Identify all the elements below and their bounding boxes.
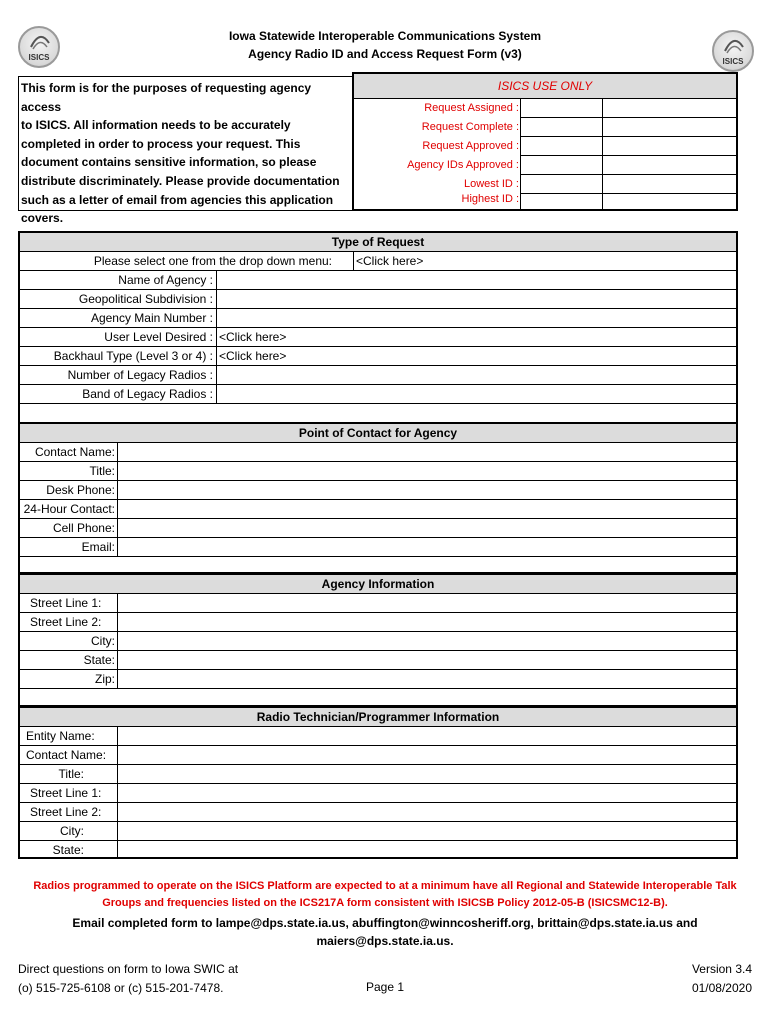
isics-row-label: Lowest ID : bbox=[463, 178, 519, 190]
field-label: Number of Legacy Radios : bbox=[67, 368, 213, 382]
desk-phone-field[interactable] bbox=[117, 481, 736, 499]
title-field[interactable] bbox=[117, 462, 736, 480]
field-label: 24-Hour Contact: bbox=[23, 502, 115, 516]
form-row bbox=[20, 347, 736, 366]
field-label: Street Line 2: bbox=[30, 615, 102, 629]
isics-row-label: Request Assigned : bbox=[424, 102, 519, 114]
isics-row bbox=[354, 156, 736, 175]
form-row bbox=[20, 462, 736, 481]
request-type-row bbox=[20, 252, 736, 271]
intro-line: such as a letter of email from agencies this application bbox=[21, 192, 334, 207]
form-row bbox=[20, 746, 736, 765]
section-heading: Point of Contact for Agency bbox=[20, 424, 736, 443]
field-label: Entity Name: bbox=[26, 729, 95, 743]
isics-row bbox=[354, 118, 736, 137]
form-row bbox=[20, 366, 736, 385]
page-number: Page 1 bbox=[366, 980, 405, 994]
field-label: User Level Desired : bbox=[104, 330, 213, 344]
field-label: Band of Legacy Radios : bbox=[82, 387, 213, 401]
contact-name-field[interactable] bbox=[117, 443, 736, 461]
isics-row-label: Request Complete : bbox=[421, 121, 519, 133]
logo-text: ISICS bbox=[722, 57, 744, 66]
form-row bbox=[20, 651, 736, 670]
form-row bbox=[20, 309, 736, 328]
form-row bbox=[20, 443, 736, 462]
isics-row bbox=[354, 190, 736, 209]
isics-use-only-heading: ISICS USE ONLY bbox=[354, 74, 736, 99]
form-row bbox=[20, 594, 736, 613]
type-of-request-section bbox=[18, 231, 738, 424]
form-row bbox=[20, 519, 736, 538]
field-label: Email: bbox=[81, 540, 115, 554]
isics-row bbox=[354, 137, 736, 156]
form-row bbox=[20, 290, 736, 309]
logo-text: ISICS bbox=[28, 53, 50, 62]
email-instructions-line2: maiers@dps.state.ia.us. bbox=[316, 934, 454, 948]
field-label: Street Line 2: bbox=[30, 805, 102, 819]
isics-row-field[interactable] bbox=[520, 137, 603, 156]
geopolitical-subdivision-field[interactable] bbox=[216, 290, 736, 308]
isics-row-field[interactable] bbox=[603, 118, 736, 137]
field-label: Title: bbox=[58, 767, 84, 781]
section-heading: Type of Request bbox=[20, 233, 736, 252]
email-instructions-line1: Email completed form to lampe@dps.state.ia.us, abuffington@winncosheriff.org, brittain@dps.state.ia.us and bbox=[72, 916, 698, 930]
version-date: 01/08/2020 bbox=[691, 981, 752, 995]
form-row bbox=[20, 765, 736, 784]
field-label: State: bbox=[52, 843, 84, 857]
field-label: Contact Name: bbox=[26, 748, 107, 762]
form-row bbox=[20, 271, 736, 290]
field-label: Geopolitical Subdivision : bbox=[78, 292, 213, 306]
entity-name-field[interactable] bbox=[117, 727, 736, 745]
agency-name-field[interactable] bbox=[216, 271, 736, 289]
field-label: Name of Agency : bbox=[118, 273, 213, 287]
title-field[interactable] bbox=[117, 765, 736, 783]
isics-row-field[interactable] bbox=[603, 156, 736, 175]
field-label: Street Line 1: bbox=[30, 596, 102, 610]
form-row bbox=[20, 727, 736, 746]
user-level-dropdown[interactable]: <Click here> bbox=[216, 328, 736, 346]
city-field[interactable] bbox=[117, 822, 736, 840]
field-label: Agency Main Number : bbox=[90, 311, 213, 325]
isics-row-label: Highest ID : bbox=[461, 193, 519, 205]
form-row bbox=[20, 613, 736, 632]
isics-row-field[interactable] bbox=[520, 118, 603, 137]
section-heading: Agency Information bbox=[20, 575, 736, 594]
form-title-line2: Agency Radio ID and Access Request Form (v3) bbox=[248, 47, 522, 61]
zip-field[interactable] bbox=[117, 670, 736, 688]
intro-line: completed in order to process your request. This bbox=[21, 136, 301, 151]
isics-row-label: Request Approved : bbox=[422, 140, 519, 152]
intro-line: covers. bbox=[21, 211, 64, 226]
field-label: Contact Name: bbox=[34, 445, 115, 459]
24-hour-contact-field[interactable] bbox=[117, 500, 736, 518]
radio-technician-section bbox=[18, 706, 738, 859]
platform-notice-line2: Groups and frequencies listed on the ICS217A form consistent with ISICSB Policy 2012-05-B (ISICSMC12-B). bbox=[102, 897, 668, 909]
field-label: Backhaul Type (Level 3 or 4) : bbox=[53, 349, 213, 363]
intro-line: distribute discriminately. Please provide documentation bbox=[21, 173, 340, 188]
point-of-contact-section bbox=[18, 422, 738, 574]
street-line-1-field[interactable] bbox=[117, 784, 736, 802]
email-field[interactable] bbox=[117, 538, 736, 556]
legacy-radio-count-field[interactable] bbox=[216, 366, 736, 384]
section-heading: Radio Technician/Programmer Information bbox=[20, 708, 736, 727]
isics-row bbox=[354, 99, 736, 118]
platform-notice-line1: Radios programmed to operate on the ISICS Platform are expected to at a minimum have all Regional and Statewide Interoperable Talk bbox=[33, 880, 737, 892]
field-label: Cell Phone: bbox=[52, 521, 115, 535]
form-row bbox=[20, 328, 736, 347]
agency-main-number-field[interactable] bbox=[216, 309, 736, 327]
isics-row-field[interactable] bbox=[603, 137, 736, 156]
footer-contact-line2: (o) 515-725-6108 or (c) 515-201-7478. bbox=[18, 981, 224, 995]
form-row bbox=[20, 538, 736, 557]
agency-information-section bbox=[18, 573, 738, 707]
city-field[interactable] bbox=[117, 632, 736, 650]
intro-line: to ISICS. All information needs to be accurately bbox=[21, 118, 291, 133]
version-label: Version 3.4 bbox=[691, 962, 752, 976]
isics-use-only-box bbox=[352, 72, 738, 211]
request-type-label: Please select one from the drop down menu: bbox=[93, 254, 332, 268]
intro-line: This form is for the purposes of requesting agency access bbox=[21, 81, 312, 114]
field-label: Zip: bbox=[94, 672, 115, 686]
request-type-dropdown[interactable]: <Click here> bbox=[353, 252, 736, 270]
contact-name-field[interactable] bbox=[117, 746, 736, 764]
isics-row-field[interactable] bbox=[520, 99, 603, 118]
backhaul-type-dropdown[interactable]: <Click here> bbox=[216, 347, 736, 365]
form-title-line1: Iowa Statewide Interoperable Communications System bbox=[228, 29, 542, 43]
field-label: Street Line 1: bbox=[30, 786, 102, 800]
isics-logo-left bbox=[18, 26, 60, 68]
isics-logo-right bbox=[712, 30, 754, 72]
cell-phone-field[interactable] bbox=[117, 519, 736, 537]
isics-row-field[interactable] bbox=[603, 190, 736, 209]
form-row bbox=[20, 822, 736, 841]
street-line-2-field[interactable] bbox=[117, 613, 736, 631]
intro-text bbox=[18, 76, 352, 226]
footer-contact-line1: Direct questions on form to Iowa SWIC at bbox=[18, 962, 239, 976]
street-line-2-field[interactable] bbox=[117, 803, 736, 821]
form-row bbox=[20, 500, 736, 519]
isics-row-field[interactable] bbox=[520, 156, 603, 175]
field-label: State: bbox=[83, 653, 115, 667]
street-line-1-field[interactable] bbox=[117, 594, 736, 612]
isics-row-field[interactable] bbox=[603, 99, 736, 118]
field-label: City: bbox=[91, 634, 115, 648]
form-row bbox=[20, 481, 736, 500]
field-label: Desk Phone: bbox=[46, 483, 115, 497]
legacy-radio-band-field[interactable] bbox=[216, 385, 736, 403]
form-row bbox=[20, 784, 736, 803]
form-row bbox=[20, 803, 736, 822]
form-row bbox=[20, 385, 736, 404]
state-field[interactable] bbox=[117, 651, 736, 669]
field-label: Title: bbox=[89, 464, 115, 478]
intro-line: document contains sensitive information, so please bbox=[21, 155, 317, 170]
form-row bbox=[20, 841, 736, 860]
form-row bbox=[20, 632, 736, 651]
isics-row-label: Agency IDs Approved : bbox=[407, 159, 519, 171]
field-label: City: bbox=[60, 824, 84, 838]
state-field[interactable] bbox=[117, 841, 736, 859]
form-row bbox=[20, 670, 736, 689]
isics-row-field[interactable] bbox=[520, 190, 603, 209]
